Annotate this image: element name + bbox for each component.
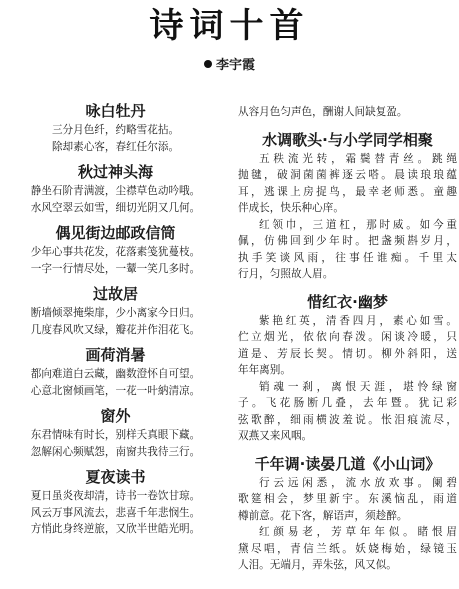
poem-line: 忽解闲心频赋怨，南窗共我待三行。 bbox=[30, 445, 201, 458]
poem-line: 水风空翠云如雪，细切光阴又几何。 bbox=[30, 201, 201, 214]
poem-line: 年年离别。 bbox=[238, 364, 291, 376]
poem-line: 一字一行情尽处，一颦一笑几多时。 bbox=[30, 262, 201, 275]
poem-body bbox=[2, 244, 229, 277]
page-title: 诗词十首 bbox=[149, 6, 310, 46]
poem-title: 咏白牡丹 bbox=[85, 102, 146, 120]
poem-body bbox=[2, 183, 229, 216]
poem-body bbox=[2, 488, 229, 538]
poem-line: 紫艳红英，清香四月，素心如雪。 bbox=[259, 314, 457, 327]
poem-line: 夏日虽炎夜却清，诗书一卷饮甘琼。 bbox=[30, 490, 201, 502]
poem-line: 五秩流光转，霜鬓替青丝。跳绳 bbox=[259, 152, 457, 165]
poem-line: 伴成长，快乐种心庠。 bbox=[238, 202, 344, 214]
poem-title: 水调歌头·与小学同学相聚 bbox=[262, 130, 433, 149]
poem-body bbox=[2, 366, 229, 399]
poem-title: 画荷消暑 bbox=[85, 346, 146, 364]
poem-title: 惜红衣·幽梦 bbox=[307, 292, 388, 311]
poem-line: 耳，逃课上房捉鸟，最幸老师悉。童趣 bbox=[238, 185, 457, 198]
poem-line: 三分月色纤，约略雪花拈。 bbox=[51, 124, 180, 136]
poem-body bbox=[2, 305, 229, 338]
poem-line: 行月，匀照故人眉。 bbox=[238, 268, 334, 280]
poem-line: 执手笑谈风雨，往事任谁痴。千里太 bbox=[238, 251, 457, 264]
poem-line: 除却素心客，春红任尔添。 bbox=[51, 140, 180, 153]
continued-line: 从容月色匀声色，酬谢人间缺复盈。 bbox=[238, 106, 408, 118]
poem-line: 歌筵相会，梦里新宇。东溪恼乱，雨道 bbox=[238, 493, 457, 505]
poem-line: 断墙倾翠掩柴扉，少小离家今日归。 bbox=[30, 307, 201, 319]
poem-line: 风云万事风流去，悲喜千年悲悯生。 bbox=[30, 506, 201, 519]
left-column bbox=[2, 100, 229, 538]
bullet-icon bbox=[204, 60, 212, 68]
poem-title: 偶见街边邮政信筒 bbox=[55, 224, 176, 242]
author-name: 李宇霞 bbox=[215, 58, 255, 73]
poem-line: 红颜易老，芳草年年似。睹恨眉 bbox=[259, 526, 457, 538]
poem-title: 过故居 bbox=[92, 285, 138, 303]
poem-line: 子。飞花肠断几叠，去年暨。犹记彩 bbox=[238, 397, 457, 409]
poem-body bbox=[2, 427, 229, 460]
right-column bbox=[238, 104, 457, 574]
poem-line: 少年心事共花发，花落素笺犹蔓枝。 bbox=[30, 246, 201, 258]
poem-line: 双燕又来风咽。 bbox=[238, 430, 313, 442]
author-byline bbox=[0, 58, 459, 74]
poem-title: 窗外 bbox=[100, 407, 131, 425]
poem-title: 秋过神头海 bbox=[77, 163, 153, 181]
poem-line: 道是、芳辰长契。情切。柳外斜阳，送 bbox=[238, 347, 457, 360]
poem-line: 伫立烟光，依依向春泼。闲谈冷暖，只 bbox=[238, 331, 457, 343]
poem-body bbox=[2, 122, 229, 155]
poem-title: 千年调·读晏几道《小山词》 bbox=[254, 454, 441, 473]
poem-title: 夏夜读书 bbox=[85, 468, 146, 486]
poem-line: 佩，仿佛回到少年时。把盏频斟岁月， bbox=[238, 235, 457, 247]
poem-line: 人泪。无端月，弄朱弦，风又似。 bbox=[238, 559, 397, 571]
poem-line: 心意北窗倾画笔，一花一叶納清凉。 bbox=[30, 384, 201, 397]
poem-line: 樽前意。花下客，解语声，须趁醉。 bbox=[238, 509, 408, 522]
poem-line: 弦歌醉，细雨横波羞说。怅泪痕流尽， bbox=[238, 413, 457, 426]
poem-line: 黛尽唱，青信兰纸。妖娆梅始，绿镜玉 bbox=[238, 542, 457, 555]
poem-line: 行云远闲悉，流水放欢事。阑碧 bbox=[259, 476, 457, 489]
poem-line: 静坐石阶青满渡，尘襟草色动吟哦。 bbox=[30, 185, 201, 197]
poem-line: 方悄此身终逆旅，又欣半世皓光明。 bbox=[30, 523, 201, 535]
poem-line: 几度春风吹又绿，瓣花并作泪花飞。 bbox=[30, 323, 201, 336]
poem-line: 销魂一刹，离恨天涯，堪怜绿窗 bbox=[259, 380, 457, 393]
poem-line: 抛毽，破洞菌菌裤逐云嗒。晨读琅琅蕴 bbox=[238, 169, 457, 181]
poem-line: 红领巾，三道杠，那时威。如今重 bbox=[259, 218, 457, 231]
poem-line: 东君情味有时长，别样夭真眼下藏。 bbox=[30, 429, 201, 441]
poem-line: 都向难道白云藏，幽数澄怀自可望。 bbox=[30, 368, 201, 380]
